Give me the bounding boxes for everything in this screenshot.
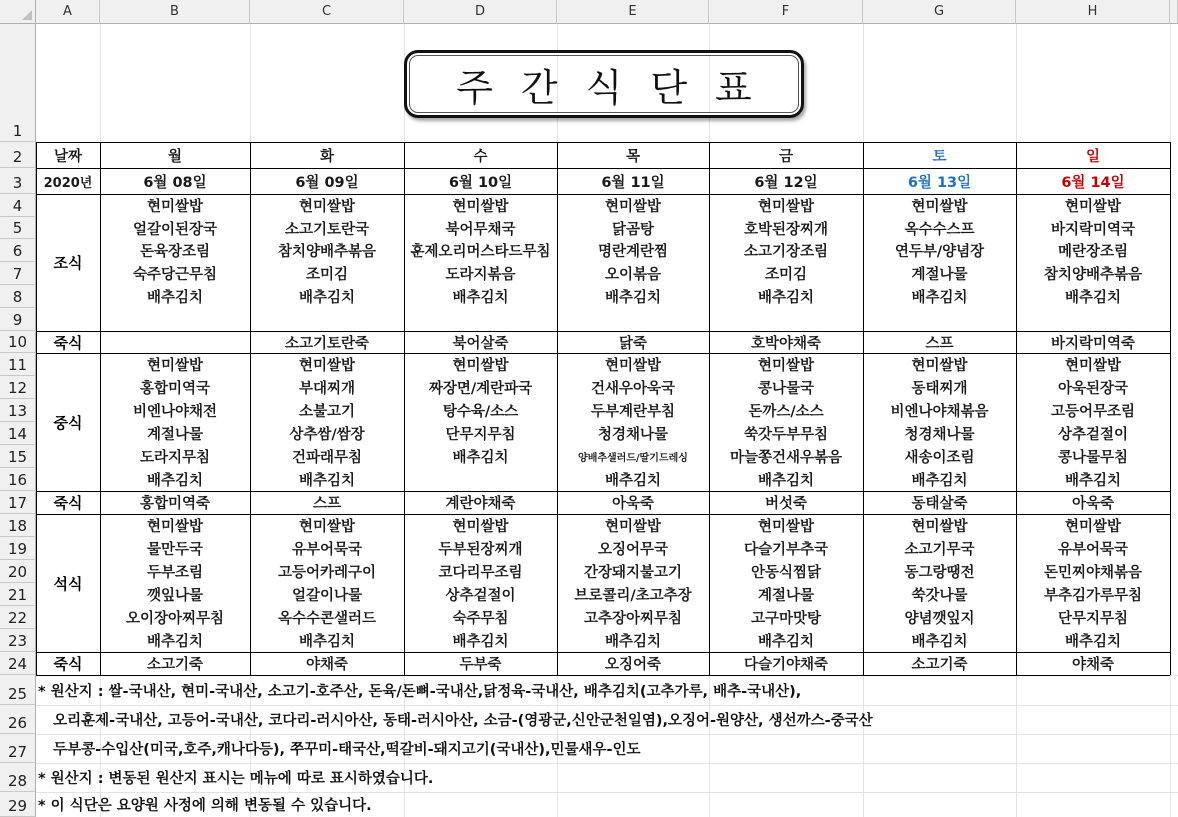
breakfast-item[interactable] [404,308,557,331]
lunch-item[interactable]: 고등어무조림 [1050,404,1136,420]
row-header-17[interactable]: 17 [0,491,36,514]
day-header[interactable]: 수 [473,148,488,165]
row-header-7[interactable]: 7 [0,262,36,285]
lunch-item[interactable]: 소불고기 [298,404,356,420]
breakfast-item[interactable]: 조미김 [305,267,349,283]
column-header-b[interactable]: B [100,0,250,24]
lunch-item[interactable]: 콩나물무침 [1057,450,1129,466]
date-label[interactable]: 날짜 [53,148,82,165]
row-header-28[interactable]: 28 [0,763,36,792]
lunch-item[interactable]: 배추김치 [1064,473,1122,489]
gridline-v [863,24,864,142]
dinner-item[interactable]: 배추김치 [298,634,356,650]
row-header-19[interactable]: 19 [0,537,36,560]
row-header-4[interactable]: 4 [0,194,36,217]
lunch-item[interactable]: 청경채나물 [597,427,669,443]
porridge-label[interactable]: 죽식 [53,655,83,673]
dinner-item[interactable]: 소고기무국 [904,542,975,558]
lunch-item[interactable]: 홍합미역국 [139,381,211,397]
breakfast-item[interactable]: 닭곰탕 [611,221,655,238]
lunch-item[interactable]: 배추김치 [452,450,509,466]
porridge-item[interactable]: 소고기죽 [146,657,204,673]
dinner-item[interactable]: 배추김치 [604,634,662,650]
lunch-item[interactable]: 돈까스/소스 [748,404,824,420]
dinner-item[interactable]: 오이장아찌무침 [125,611,225,627]
lunch-item[interactable]: 비엔나야채볶음 [890,404,989,420]
breakfast-item[interactable]: 현미쌀밥 [911,199,968,215]
lunch-item[interactable]: 양배추샐러드/딸기드레싱 [578,453,688,464]
breakfast-item[interactable]: 현미쌀밥 [146,199,204,215]
lunch-item[interactable]: 건새우아욱국 [590,381,676,397]
breakfast-item[interactable]: 오이볶음 [604,267,662,283]
row-header-26[interactable]: 26 [0,705,36,734]
table-border-v [1170,142,1171,675]
lunch-item[interactable]: 배추김치 [146,473,204,489]
breakfast-item[interactable] [250,308,404,331]
porridge-item[interactable]: 다슬기야채죽 [743,657,829,673]
lunch-item[interactable]: 짜장면/계란파국 [428,381,533,397]
dinner-item[interactable]: 간장돼지불고기 [583,565,683,581]
lunch-item[interactable]: 쑥갓두부무침 [743,427,829,443]
porridge-item[interactable]: 북어살죽 [452,335,509,352]
breakfast-item[interactable]: 메란장조림 [1057,244,1129,260]
porridge-item[interactable]: 바지락미역죽 [1050,335,1136,352]
breakfast-item[interactable]: 바지락미역국 [1050,221,1136,238]
day-header[interactable]: 화 [319,148,334,165]
breakfast-item[interactable]: 배추김치 [911,290,968,306]
note-line[interactable]: * 이 식단은 요양원 사정에 의해 변동될 수 있습니다. [38,798,372,814]
breakfast-item[interactable]: 참치양배추볶음 [277,244,377,260]
lunch-item[interactable]: 배추김치 [757,473,815,489]
row-header-14[interactable]: 14 [0,422,36,445]
dinner-item[interactable]: 오징어무국 [597,542,669,558]
dinner-item[interactable]: 두부조림 [146,565,204,581]
dinner-item[interactable]: 안동식찜닭 [750,565,822,581]
row-header-8[interactable]: 8 [0,285,36,308]
breakfast-item[interactable]: 명란계란찜 [597,244,669,260]
dinner-item[interactable]: 현미쌀밥 [604,519,662,535]
breakfast-item[interactable]: 현미쌀밥 [757,199,815,215]
row-header-20[interactable]: 20 [0,560,36,583]
dinner-item[interactable]: 배추김치 [911,634,968,650]
lunch-item[interactable]: 상추겉절이 [1057,427,1129,443]
lunch-item[interactable]: 배추김치 [911,473,968,489]
gridline-v [1016,675,1017,817]
lunch-item[interactable]: 두부계란부침 [590,404,676,420]
lunch-item[interactable]: 현미쌀밥 [146,358,204,374]
dinner-item[interactable]: 계절나물 [757,588,815,604]
row-header-18[interactable]: 18 [0,514,36,537]
lunch-item[interactable]: 동태찌개 [911,381,968,397]
column-header-a[interactable]: A [36,0,100,24]
breakfast-item[interactable]: 현미쌀밥 [452,199,509,215]
breakfast-item[interactable]: 연두부/양념장 [894,244,985,260]
lunch-item[interactable]: 배추김치 [298,473,356,489]
lunch-item[interactable]: 단무지무침 [445,427,516,443]
dinner-item[interactable]: 숙주무침 [452,611,509,627]
porridge-item[interactable]: 아욱죽 [1071,496,1115,512]
porridge-item[interactable] [100,331,250,353]
breakfast-item[interactable]: 도라지볶음 [445,267,516,283]
date-cell[interactable]: 6월 08일 [143,174,207,191]
breakfast-item[interactable]: 배추김치 [298,290,356,306]
breakfast-item[interactable]: 계절나물 [911,267,968,283]
day-header[interactable]: 토 [932,148,947,165]
row-header-12[interactable]: 12 [0,376,36,399]
breakfast-item[interactable]: 현미쌀밥 [298,199,356,215]
porridge-item[interactable]: 닭죽 [618,335,647,352]
dinner-item[interactable]: 현미쌀밥 [298,519,356,535]
breakfast-item[interactable]: 북어무채국 [445,221,516,238]
lunch-item[interactable]: 도라지무침 [139,450,211,466]
lunch-item[interactable]: 현미쌀밥 [452,358,509,374]
row-header-27[interactable]: 27 [0,734,36,763]
breakfast-item[interactable] [709,308,863,331]
day-header[interactable]: 일 [1085,148,1100,165]
dinner-item[interactable]: 배추김치 [1064,634,1122,650]
date-cell[interactable]: 6월 09일 [295,174,359,191]
gridline-v [100,24,101,142]
dinner-item[interactable]: 고추장아찌무침 [583,611,683,627]
dinner-item[interactable]: 현미쌀밥 [452,519,509,535]
porridge-item[interactable]: 홍합미역죽 [139,496,211,512]
breakfast-item[interactable]: 옥수수스프 [904,221,975,238]
porridge-item[interactable]: 호박야채죽 [750,335,822,352]
column-header-c[interactable]: C [250,0,404,24]
dinner-item[interactable]: 양념깻잎지 [904,611,975,627]
porridge-item[interactable]: 동태살죽 [911,496,968,512]
row-header-22[interactable]: 22 [0,606,36,629]
lunch-item[interactable]: 현미쌀밥 [298,358,356,374]
dinner-item[interactable]: 유부어묵국 [291,542,363,558]
page-title[interactable]: 주간식단표 [404,50,804,118]
dinner-item[interactable]: 고등어카레구이 [277,565,377,581]
porridge-item[interactable]: 두부죽 [459,657,502,673]
dinner-item[interactable]: 현미쌀밥 [146,519,204,535]
dinner-label[interactable]: 석식 [53,574,83,593]
dinner-item[interactable]: 얼갈이나물 [291,588,363,604]
row-header-2[interactable]: 2 [0,142,36,168]
breakfast-item[interactable] [863,308,1016,331]
gridline-v [250,24,251,142]
dinner-item[interactable]: 쑥갓나물 [911,588,968,604]
select-all-corner[interactable] [0,0,36,24]
column-header-d[interactable]: D [404,0,557,24]
breakfast-item[interactable] [1016,308,1170,331]
dinner-item[interactable]: 부추김가루무침 [1043,588,1143,604]
dinner-item[interactable]: 두부된장찌개 [438,542,523,558]
row-header-25[interactable]: 25 [0,675,36,705]
dinner-item[interactable]: 배추김치 [757,634,815,650]
row-header-11[interactable]: 11 [0,353,36,376]
column-header-e[interactable]: E [557,0,709,24]
porridge-item[interactable]: 버섯죽 [764,496,808,512]
row-header-6[interactable]: 6 [0,239,36,262]
lunch-item[interactable]: 마늘쫑건새우볶음 [729,450,843,466]
dinner-item[interactable]: 브로콜리/초고추장 [574,588,692,604]
dinner-item[interactable]: 깻잎나물 [146,588,204,604]
dinner-item[interactable]: 배추김치 [146,634,204,650]
porridge-label[interactable]: 죽식 [53,494,83,512]
lunch-item[interactable]: 현미쌀밥 [1064,358,1122,374]
date-cell[interactable]: 6월 12일 [754,174,818,191]
breakfast-item[interactable]: 소고기토란국 [284,221,370,238]
porridge-item[interactable]: 소고기죽 [911,657,968,673]
date-cell[interactable]: 6월 10일 [448,174,513,191]
row-header-24[interactable]: 24 [0,652,36,675]
porridge-item[interactable]: 계란야채죽 [445,496,516,512]
lunch-item[interactable]: 아욱된장국 [1057,381,1129,397]
lunch-item[interactable] [404,468,557,491]
lunch-item[interactable]: 새송이조림 [904,450,975,466]
breakfast-item[interactable]: 돈육장조림 [139,244,211,260]
breakfast-item[interactable]: 참치양배추볶음 [1043,267,1143,283]
row-header-10[interactable]: 10 [0,331,36,353]
date-cell[interactable]: 6월 13일 [907,174,972,191]
breakfast-item[interactable]: 현미쌀밥 [604,199,662,215]
date-cell[interactable]: 6월 11일 [601,174,665,191]
note-line[interactable]: 오리훈제-국내산, 고등어-국내산, 코다리-러시아산, 동태-러시아산, 소금-(영광군,신안군천일염),오징어-원양산, 생선까스-중국산 [38,713,873,729]
porridge-item[interactable]: 소고기토란죽 [284,335,370,352]
breakfast-item[interactable]: 호박된장찌개 [743,221,829,238]
porridge-item[interactable]: 스프 [312,496,341,512]
row-header-21[interactable]: 21 [0,583,36,606]
gridline-v [863,675,864,817]
dinner-item[interactable]: 돈민찌야채볶음 [1043,565,1143,581]
dinner-item[interactable]: 현미쌀밥 [757,519,815,535]
lunch-item[interactable]: 건파래무침 [291,450,363,466]
row-header-15[interactable]: 15 [0,445,36,468]
dinner-item[interactable]: 상추겉절이 [445,588,516,604]
breakfast-item[interactable] [557,308,709,331]
dinner-item[interactable]: 동그랑땡전 [904,565,975,581]
porridge-item[interactable]: 야채죽 [305,657,349,673]
dinner-item[interactable]: 다슬기부추국 [743,542,829,558]
column-header-filler [1170,0,1178,24]
dinner-item[interactable]: 코다리무조림 [438,565,523,581]
lunch-item[interactable]: 비엔나야채전 [132,404,218,420]
note-line[interactable]: * 원산지 : 쌀-국내산, 현미-국내산, 소고기-호주산, 돈육/돈뼈-국내산,닭정육-국내산, 배추김치(고추가루, 배추-국내산), [38,683,802,700]
breakfast-item[interactable]: 배추김치 [604,290,662,306]
row-header-13[interactable]: 13 [0,399,36,422]
breakfast-item[interactable]: 훈제오리머스타드무침 [410,244,551,260]
breakfast-item[interactable] [100,308,250,331]
dinner-item[interactable]: 현미쌀밥 [1064,519,1122,535]
row-header-3[interactable]: 3 [0,168,36,194]
column-header-g[interactable]: G [863,0,1016,24]
breakfast-item[interactable]: 소고기장조림 [743,244,829,260]
note-line[interactable]: * 원산지 : 변동된 원산지 표시는 메뉴에 따로 표시하였습니다. [38,771,434,787]
dinner-item[interactable]: 단무지무침 [1057,611,1129,627]
note-line[interactable]: 두부콩-수입산(미국,호주,캐나다등), 쭈꾸미-태국산,떡갈비-돼지고기(국내산),민물새우-인도 [38,742,641,758]
porridge-item[interactable]: 아욱죽 [611,496,655,512]
lunch-item[interactable]: 배추김치 [604,473,662,489]
dinner-item[interactable]: 고구마맛탕 [750,611,822,627]
breakfast-item[interactable]: 배추김치 [452,290,509,306]
porridge-label[interactable]: 죽식 [53,333,83,352]
column-header-h[interactable]: H [1016,0,1170,24]
porridge-item[interactable]: 오징어죽 [604,657,662,673]
lunch-item[interactable]: 부대찌개 [298,381,356,397]
lunch-item[interactable]: 현미쌀밥 [757,358,815,374]
porridge-item[interactable]: 스프 [925,335,954,352]
day-header[interactable]: 금 [778,148,793,165]
row-header-5[interactable]: 5 [0,217,36,239]
breakfast-item[interactable]: 배추김치 [146,290,204,306]
day-header[interactable]: 목 [625,148,640,165]
lunch-item[interactable]: 계절나물 [146,427,204,443]
date-cell[interactable]: 6월 14일 [1061,174,1125,191]
row-header-1[interactable]: 1 [0,24,36,142]
row-header-16[interactable]: 16 [0,468,36,491]
column-header-f[interactable]: F [709,0,863,24]
lunch-label[interactable]: 중식 [53,413,83,432]
lunch-item[interactable]: 청경채나물 [904,427,975,443]
porridge-item[interactable]: 야채죽 [1071,657,1115,673]
breakfast-item[interactable]: 배추김치 [757,290,815,306]
row-header-29[interactable]: 29 [0,792,36,817]
row-header-23[interactable]: 23 [0,629,36,652]
breakfast-label[interactable]: 조식 [53,254,83,272]
dinner-item[interactable]: 현미쌀밥 [911,519,968,535]
gridline-v [1016,24,1017,142]
dinner-item[interactable]: 옥수수콘샐러드 [277,611,377,627]
breakfast-item[interactable]: 숙주당근무침 [132,267,218,283]
dinner-item[interactable]: 유부어묵국 [1057,542,1129,558]
dinner-item[interactable]: 물만두국 [146,542,204,558]
row-header-9[interactable]: 9 [0,308,36,331]
lunch-item[interactable]: 상추쌈/쌈장 [289,427,365,443]
lunch-item[interactable]: 현미쌀밥 [604,358,662,374]
breakfast-item[interactable]: 현미쌀밥 [1064,199,1122,215]
breakfast-item[interactable]: 얼갈이된장국 [132,221,218,238]
breakfast-item[interactable]: 배추김치 [1064,290,1122,306]
lunch-item[interactable]: 탕수육/소스 [442,404,519,420]
day-header[interactable]: 월 [167,148,182,165]
year-label[interactable]: 2020년 [43,175,93,191]
lunch-item[interactable]: 현미쌀밥 [911,358,968,374]
dinner-item[interactable]: 배추김치 [452,634,509,650]
lunch-item[interactable]: 콩나물국 [757,381,815,397]
breakfast-item[interactable]: 조미김 [764,267,808,283]
